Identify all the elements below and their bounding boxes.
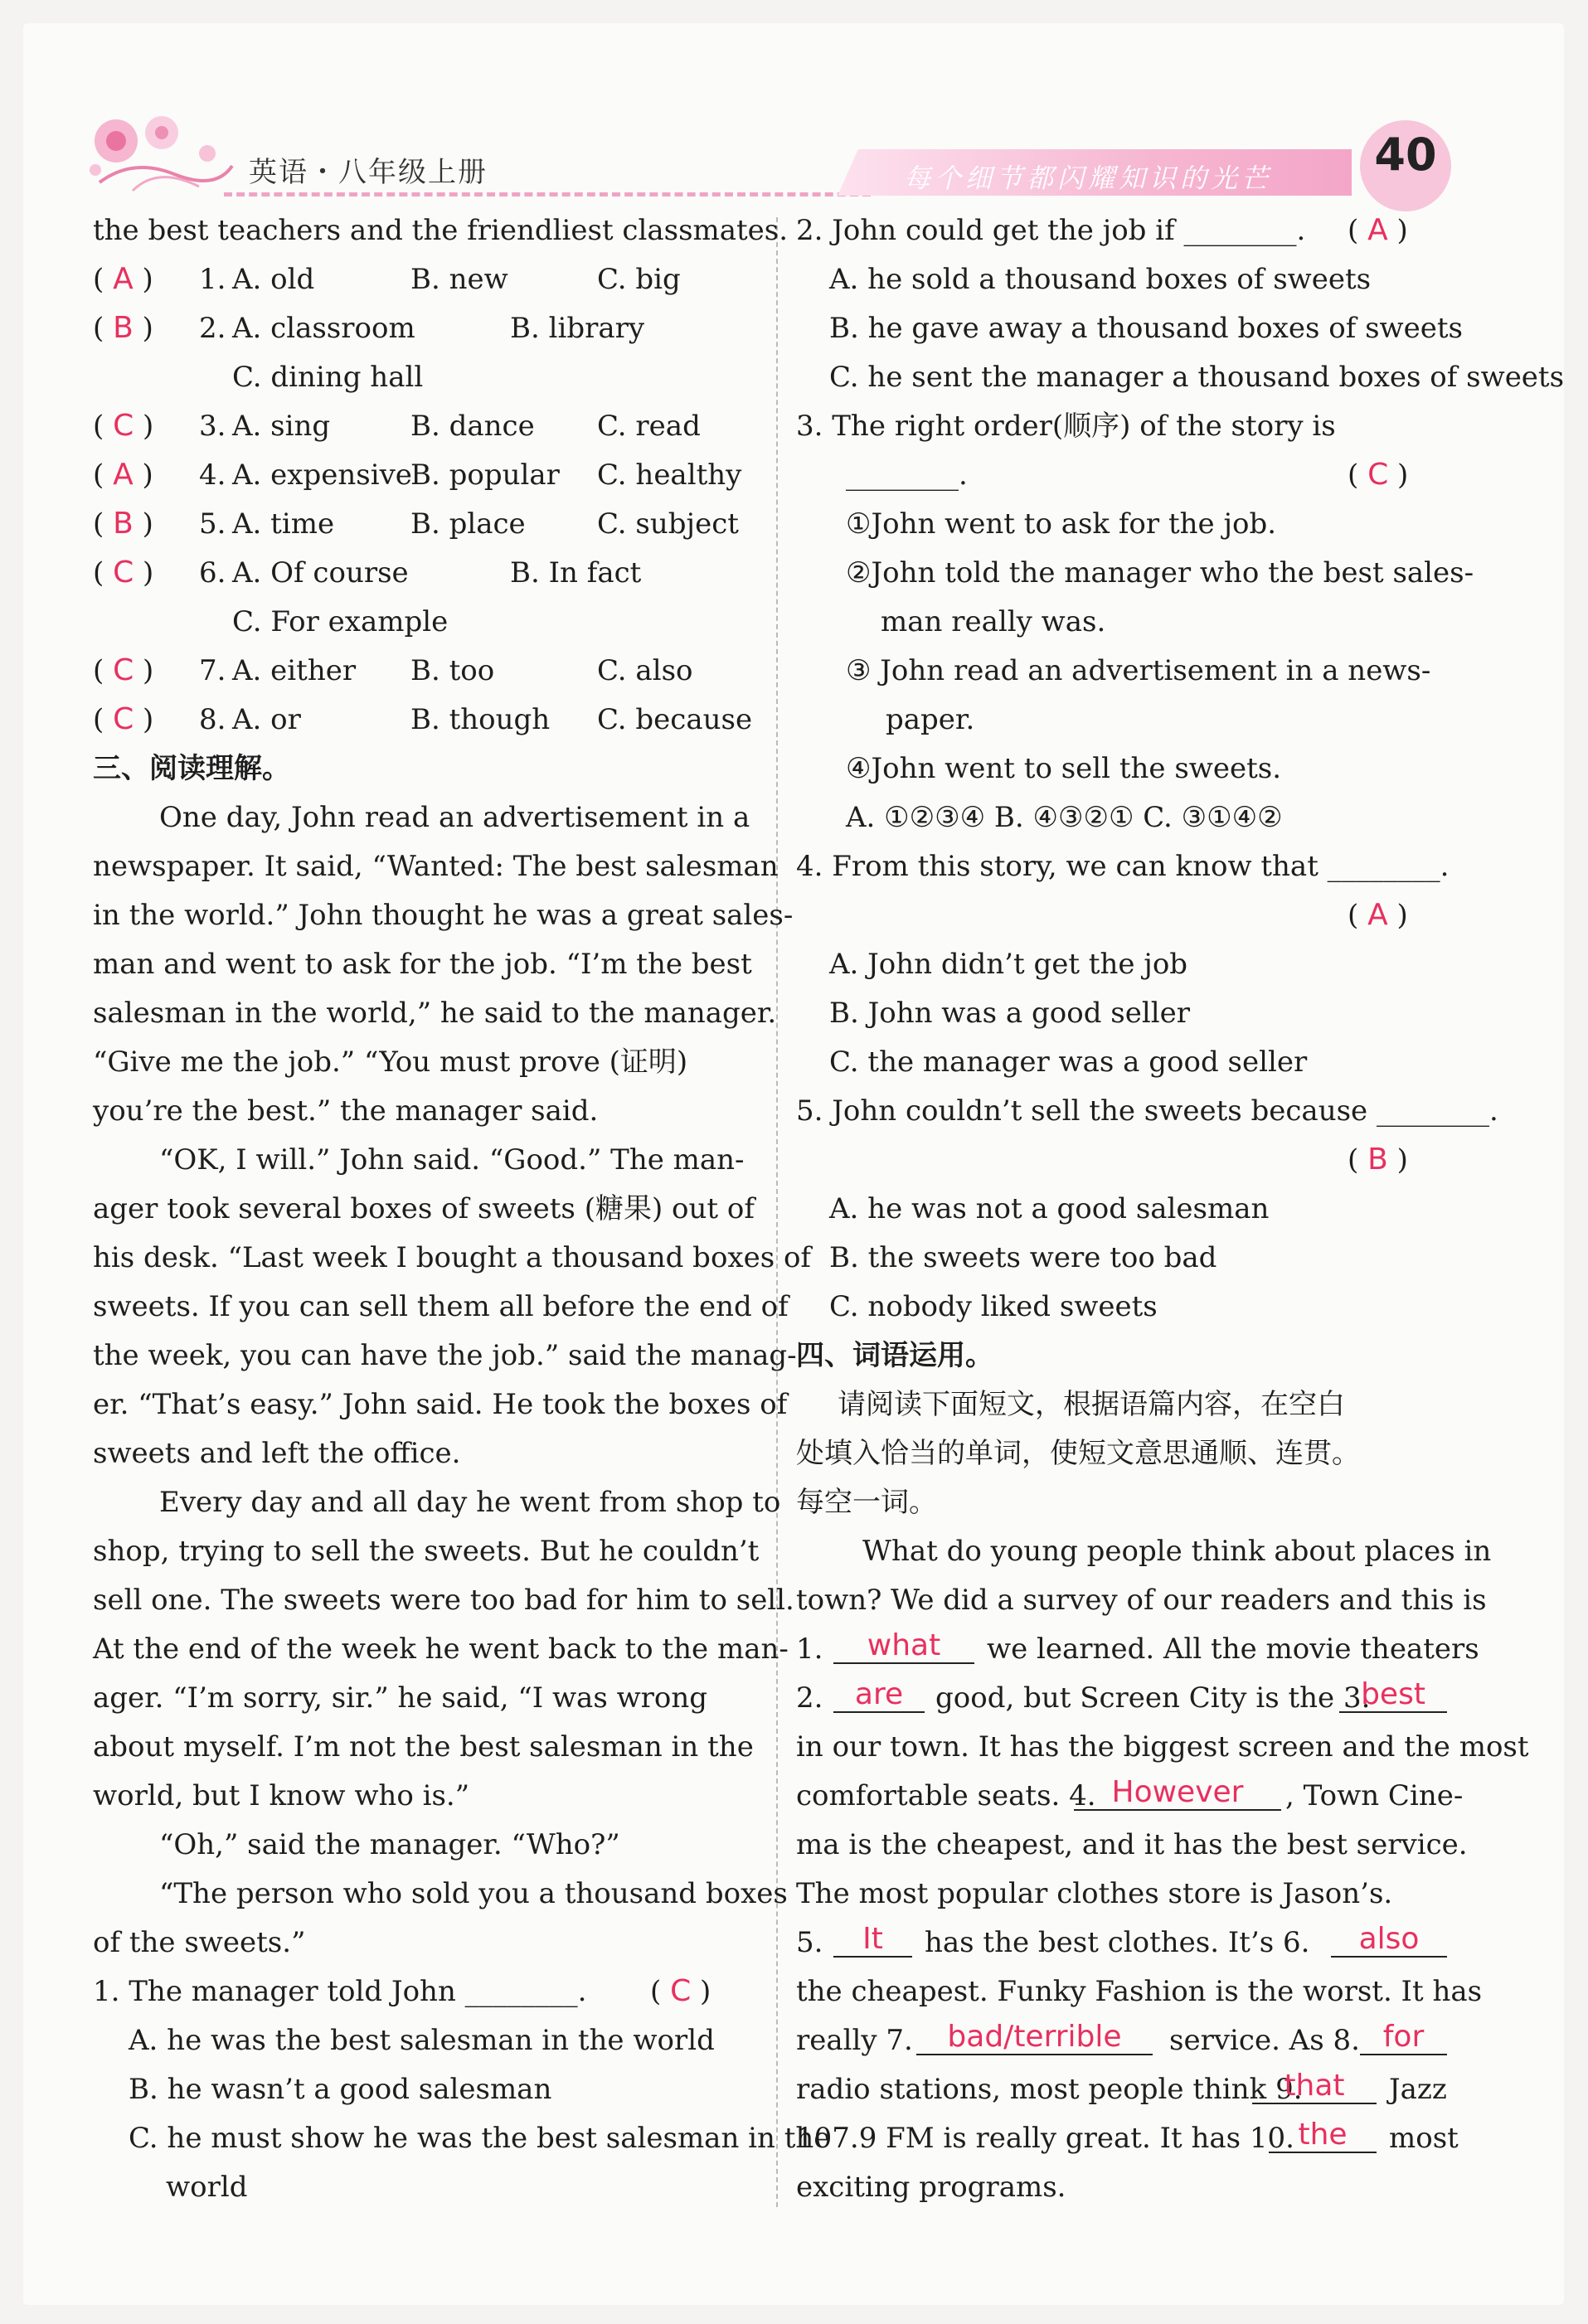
- option-c: C. subject: [597, 507, 739, 541]
- text-line: service. As 8.: [1169, 2024, 1360, 2057]
- option-a: A. old: [232, 263, 315, 296]
- answer-mark: C: [670, 1974, 692, 2008]
- answer-bracket: ( A ): [93, 262, 153, 296]
- answer-bracket: ( A ): [1348, 213, 1408, 247]
- option-b: B. library: [510, 312, 645, 345]
- answer-bracket: ( C ): [93, 556, 154, 589]
- passage-line: about myself. I’m not the best salesman in the: [93, 1730, 754, 1764]
- option-b: B. too: [410, 654, 495, 687]
- text-line: town? We did a survey of our readers and this is: [796, 1584, 1487, 1617]
- blank-number: 5.: [796, 1926, 823, 1959]
- fill-blank-3: best: [1339, 1678, 1447, 1713]
- answer-mark: B: [1367, 1143, 1388, 1177]
- option-b: B. he wasn’t a good salesman: [129, 2073, 552, 2106]
- option-c: C. read: [597, 410, 701, 443]
- book-title: 英语・八年级上册: [249, 156, 488, 189]
- option-b: B. though: [410, 703, 551, 736]
- passage-line: “Oh,” said the manager. “Who?”: [159, 1828, 620, 1861]
- section3-title: 三、阅读理解。: [93, 752, 290, 785]
- text-line: Jazz: [1389, 2073, 1447, 2106]
- passage-line: At the end of the week he went back to the man-: [93, 1633, 789, 1666]
- text-line: , Town Cine-: [1285, 1779, 1464, 1812]
- option-a: A. Of course: [232, 556, 409, 589]
- answer-mark: A: [113, 458, 134, 492]
- intro-line: the best teachers and the friendliest classmates.: [93, 214, 789, 247]
- question-stem: 5. John couldn’t sell the sweets because ________.: [796, 1094, 1498, 1128]
- fill-blank-5: It: [833, 1923, 912, 1958]
- fill-blank-6: also: [1331, 1923, 1447, 1958]
- passage-line: “Give me the job.” “You must prove (证明): [93, 1046, 688, 1079]
- fill-blank-2: are: [833, 1678, 925, 1713]
- answer-bracket: ( C ): [93, 702, 154, 736]
- header-motto: 每个细节都闪耀知识的光芒: [904, 163, 1273, 194]
- option-b: B. dance: [410, 410, 535, 443]
- question-number: 8.: [199, 703, 226, 736]
- text-line: most: [1389, 2122, 1459, 2155]
- passage-line: man and went to ask for the job. “I’m the best: [93, 948, 752, 981]
- blank-number: 2.: [796, 1681, 823, 1715]
- option-a: A. he sold a thousand boxes of sweets: [829, 263, 1372, 296]
- option-c: C. the manager was a good seller: [829, 1046, 1308, 1079]
- option-c: C. nobody liked sweets: [829, 1290, 1158, 1323]
- passage-line: “The person who sold you a thousand boxes: [159, 1877, 788, 1910]
- passage-line: world, but I know who is.”: [93, 1779, 470, 1812]
- text-line: What do young people think about places in: [862, 1535, 1492, 1568]
- order-item: man really was.: [881, 605, 1106, 638]
- answer-mark: A: [113, 262, 134, 296]
- passage-line: sweets and left the office.: [93, 1437, 461, 1470]
- instruction-line: 每空一词。: [796, 1486, 937, 1519]
- fill-blank-7: bad/terrible: [916, 2021, 1153, 2055]
- option-c: C. he must show he was the best salesman in the: [129, 2122, 831, 2155]
- text-line: really 7.: [796, 2024, 913, 2057]
- answer-bracket: ( C ): [93, 409, 154, 443]
- order-item: paper.: [886, 703, 975, 736]
- text-line: ma is the cheapest, and it has the best service.: [796, 1828, 1468, 1861]
- passage-line: Every day and all day he went from shop to: [159, 1486, 781, 1519]
- option-a: A. or: [232, 703, 301, 736]
- option-a: A. either: [232, 654, 357, 687]
- option-a: A. he was not a good salesman: [829, 1192, 1270, 1225]
- option-b: B. the sweets were too bad: [829, 1241, 1217, 1274]
- passage-line: ager. “I’m sorry, sir.” he said, “I was wrong: [93, 1681, 708, 1715]
- fill-blank-8: for: [1360, 2021, 1447, 2055]
- passage-line: One day, John read an advertisement in a: [159, 801, 750, 834]
- text-line: the cheapest. Funky Fashion is the worst. It has: [796, 1975, 1483, 2008]
- option-c: C. because: [597, 703, 753, 736]
- fill-blank-4: However: [1074, 1776, 1281, 1811]
- answer-mark: A: [1367, 213, 1388, 247]
- passage-line: salesman in the world,” he said to the manager.: [93, 997, 777, 1030]
- answer-mark: C: [113, 556, 134, 589]
- order-item: ①John went to ask for the job.: [846, 507, 1277, 541]
- option-a: A. sing: [232, 410, 331, 443]
- answer-bracket: ( B ): [1348, 1143, 1408, 1177]
- option-a: A. time: [232, 507, 335, 541]
- fill-blank-10: the: [1269, 2118, 1377, 2153]
- option-b: B. new: [410, 263, 508, 296]
- option-b: B. place: [410, 507, 526, 541]
- option-c: C. healthy: [597, 458, 742, 492]
- question-number: 2.: [199, 312, 226, 345]
- passage-line: of the sweets.”: [93, 1926, 306, 1959]
- answer-mark: C: [113, 702, 134, 736]
- option-a: A. John didn’t get the job: [829, 948, 1188, 981]
- order-item: ④John went to sell the sweets.: [846, 752, 1282, 785]
- option-a: A. expensive: [232, 458, 412, 492]
- question-number: 4.: [199, 458, 226, 492]
- question-stem: 3. The right order(顺序) of the story is: [796, 410, 1336, 443]
- blank-number: 1.: [796, 1633, 823, 1666]
- text-line: radio stations, most people think 9.: [796, 2073, 1303, 2106]
- text-line: good, but Screen City is the 3.: [935, 1681, 1371, 1715]
- fill-blank-1: what: [833, 1629, 974, 1664]
- answer-mark: B: [113, 507, 134, 541]
- passage-line: newspaper. It said, “Wanted: The best salesman: [93, 850, 779, 883]
- question-number: 7.: [199, 654, 226, 687]
- question-number: 5.: [199, 507, 226, 541]
- answer-mark: B: [113, 311, 134, 345]
- page-number: 40: [1374, 129, 1437, 181]
- option-c: C. For example: [232, 605, 449, 638]
- question-number: 3.: [199, 410, 226, 443]
- answer-bracket: ( A ): [93, 458, 153, 492]
- passage-line: the week, you can have the job.” said the manag-: [93, 1339, 797, 1372]
- question-number: 6.: [199, 556, 226, 589]
- passage-line: “OK, I will.” John said. “Good.” The man-: [159, 1143, 745, 1177]
- page-header: [0, 0, 1588, 207]
- answer-mark: C: [113, 653, 134, 687]
- passage-line: his desk. “Last week I bought a thousand boxes of: [93, 1241, 812, 1274]
- question-stem: 4. From this story, we can know that ________.: [796, 850, 1450, 883]
- option-c: C. big: [597, 263, 681, 296]
- option-a: A. he was the best salesman in the world: [129, 2024, 715, 2057]
- option-c: C. he sent the manager a thousand boxes of sweets: [829, 361, 1565, 394]
- instruction-line: 处填入恰当的单词，使短文意思通顺、连贯。: [796, 1437, 1360, 1470]
- question-stem: 2. John could get the job if ________.: [796, 214, 1306, 247]
- option-a: A. classroom: [232, 312, 415, 345]
- text-line: exciting programs.: [796, 2171, 1066, 2204]
- answer-bracket: ( B ): [93, 507, 153, 541]
- answer-mark: C: [1367, 458, 1389, 492]
- answer-bracket: ( C ): [650, 1974, 711, 2008]
- passage-line: in the world.” John thought he was a great sales-: [93, 899, 794, 932]
- passage-line: sweets. If you can sell them all before the end of: [93, 1290, 789, 1323]
- answer-mark: C: [113, 409, 134, 443]
- answer-bracket: ( C ): [93, 653, 154, 687]
- answer-bracket: ( A ): [1348, 898, 1408, 932]
- section4-title: 四、词语运用。: [796, 1339, 993, 1372]
- header-dashed-line: [224, 192, 871, 196]
- option-c-continued: world: [166, 2171, 248, 2204]
- text-line: 107.9 FM is really great. It has 10.: [796, 2122, 1294, 2155]
- option-b: B. In fact: [510, 556, 642, 589]
- order-item: ③ John read an advertisement in a news-: [846, 654, 1431, 687]
- order-item: ②John told the manager who the best sales-: [846, 556, 1474, 589]
- question-stem: 1. The manager told John ________.: [93, 1975, 587, 2008]
- text-line: has the best clothes. It’s 6.: [925, 1926, 1310, 1959]
- text-line: The most popular clothes store is Jason’s.: [796, 1877, 1393, 1910]
- passage-line: sell one. The sweets were too bad for him to sell.: [93, 1584, 794, 1617]
- option-b: B. he gave away a thousand boxes of sweets: [829, 312, 1464, 345]
- fill-blank-9: that: [1252, 2069, 1377, 2104]
- text-line: in our town. It has the biggest screen and the most: [796, 1730, 1529, 1764]
- text-line: we learned. All the movie theaters: [987, 1633, 1479, 1666]
- option-c: C. dining hall: [232, 361, 424, 394]
- order-options: A. ①②③④ B. ④③②① C. ③①④②: [846, 801, 1283, 834]
- text-line: comfortable seats. 4.: [796, 1779, 1096, 1812]
- option-c: C. also: [597, 654, 693, 687]
- answer-bracket: ( C ): [1348, 458, 1409, 492]
- question-number: 1.: [199, 263, 226, 296]
- passage-line: shop, trying to sell the sweets. But he couldn’t: [93, 1535, 760, 1568]
- question-stem-blank: ________.: [846, 458, 968, 492]
- option-b: B. popular: [410, 458, 560, 492]
- option-b: B. John was a good seller: [829, 997, 1190, 1030]
- answer-bracket: ( B ): [93, 311, 153, 345]
- instruction-line: 请阅读下面短文，根据语篇内容，在空白: [838, 1388, 1345, 1421]
- flower-decoration-icon: [83, 108, 240, 207]
- passage-line: you’re the best.” the manager said.: [93, 1094, 599, 1128]
- passage-line: er. “That’s easy.” John said. He took the boxes of: [93, 1388, 788, 1421]
- passage-line: ager took several boxes of sweets (糖果) out of: [93, 1192, 755, 1225]
- answer-mark: A: [1367, 898, 1388, 932]
